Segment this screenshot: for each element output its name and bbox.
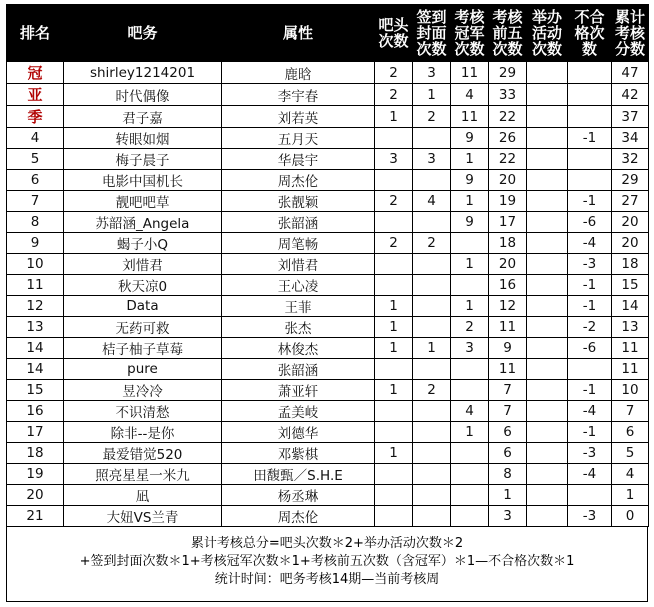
table-row: [7, 170, 649, 191]
champion-cell: 3: [451, 338, 489, 359]
header-rank: 排名: [7, 5, 64, 62]
champion-cell: 1: [451, 191, 489, 212]
champion-cell: 11: [451, 62, 489, 84]
top5-cell: 7: [489, 401, 527, 422]
moderator-cell: 昱冷冷: [64, 380, 222, 401]
table-row: [7, 296, 649, 317]
score-cell: 13: [612, 317, 649, 338]
moderator-cell: shirley1214201: [64, 62, 222, 84]
score-cell: 27: [612, 191, 649, 212]
score-cell: 32: [612, 149, 649, 170]
signin-cover-cell: [413, 296, 451, 317]
signin-cover-cell: [413, 506, 451, 527]
top5-cell: 22: [489, 106, 527, 128]
moderator-cell: 梅子晨子: [64, 149, 222, 170]
rank-cell: 18: [7, 443, 64, 464]
event-cell: [527, 212, 568, 233]
lead-count-cell: 2: [375, 233, 413, 254]
champion-cell: [451, 485, 489, 506]
score-cell: 20: [612, 233, 649, 254]
rank-cell: 6: [7, 170, 64, 191]
moderator-cell: 苏韶涵_Angela: [64, 212, 222, 233]
event-cell: [527, 506, 568, 527]
fail-cell: -4: [568, 233, 612, 254]
moderator-cell: 照亮星星一米九: [64, 464, 222, 485]
lead-count-cell: [375, 359, 413, 380]
event-cell: [527, 128, 568, 149]
rank-cell: 11: [7, 275, 64, 296]
event-cell: [527, 254, 568, 275]
signin-cover-cell: [413, 485, 451, 506]
fail-cell: -4: [568, 401, 612, 422]
rank-cell: 15: [7, 380, 64, 401]
lead-count-cell: [375, 485, 413, 506]
event-cell: [527, 485, 568, 506]
event-cell: [527, 296, 568, 317]
fail-cell: -3: [568, 443, 612, 464]
top5-cell: 6: [489, 422, 527, 443]
champion-cell: [451, 464, 489, 485]
event-cell: [527, 275, 568, 296]
lead-count-cell: 1: [375, 443, 413, 464]
champion-cell: 1: [451, 149, 489, 170]
score-cell: 7: [612, 401, 649, 422]
rank-cell: 16: [7, 401, 64, 422]
stat-period-line: 统计时间：吧务考核14期—当前考核周: [214, 572, 440, 587]
moderator-cell: 凪: [64, 485, 222, 506]
top5-cell: 9: [489, 338, 527, 359]
event-cell: [527, 359, 568, 380]
signin-cover-cell: 2: [413, 106, 451, 128]
signin-cover-cell: [413, 359, 451, 380]
lead-count-cell: 2: [375, 84, 413, 106]
rank-cell: 8: [7, 212, 64, 233]
champion-cell: 11: [451, 106, 489, 128]
lead-count-cell: 1: [375, 106, 413, 128]
moderator-cell: 时代偶像: [64, 84, 222, 106]
signin-cover-cell: 1: [413, 84, 451, 106]
signin-cover-cell: [413, 401, 451, 422]
lead-count-cell: [375, 128, 413, 149]
score-cell: 18: [612, 254, 649, 275]
attribute-cell: 张韶涵: [222, 212, 375, 233]
event-cell: [527, 170, 568, 191]
moderator-cell: Data: [64, 296, 222, 317]
score-cell: 11: [612, 338, 649, 359]
fail-cell: -1: [568, 275, 612, 296]
moderator-cell: 转眼如烟: [64, 128, 222, 149]
attribute-cell: 刘若英: [222, 106, 375, 128]
table-row: [7, 212, 649, 233]
champion-cell: 1: [451, 296, 489, 317]
top5-cell: 18: [489, 233, 527, 254]
rank-cell: 10: [7, 254, 64, 275]
top5-cell: 6: [489, 443, 527, 464]
attribute-cell: 林俊杰: [222, 338, 375, 359]
score-cell: 1: [612, 485, 649, 506]
table-row: [7, 359, 649, 380]
attribute-cell: 张杰: [222, 317, 375, 338]
event-cell: [527, 233, 568, 254]
event-cell: [527, 106, 568, 128]
signin-cover-cell: [413, 275, 451, 296]
header-lead-count: 吧头 次数: [375, 5, 413, 62]
fail-cell: -6: [568, 212, 612, 233]
event-cell: [527, 380, 568, 401]
event-cell: [527, 401, 568, 422]
score-cell: 29: [612, 170, 649, 191]
champion-cell: [451, 275, 489, 296]
formula-line-2: +签到封面次数＊1+考核冠军次数＊1+考核前五次数（含冠军）＊1—不合格次数＊1: [79, 554, 575, 569]
fail-cell: [568, 106, 612, 128]
score-cell: 11: [612, 359, 649, 380]
header-signin-cover-count: 签到 封面 次数: [413, 5, 451, 62]
table-row: [7, 233, 649, 254]
lead-count-cell: [375, 212, 413, 233]
lead-count-cell: 1: [375, 296, 413, 317]
champion-cell: [451, 443, 489, 464]
event-cell: [527, 443, 568, 464]
rank-cell: 冠: [7, 62, 64, 84]
signin-cover-cell: 2: [413, 233, 451, 254]
signin-cover-cell: 3: [413, 62, 451, 84]
moderator-cell: 刘惜君: [64, 254, 222, 275]
signin-cover-cell: [413, 422, 451, 443]
fail-cell: -3: [568, 254, 612, 275]
attribute-cell: 五月天: [222, 128, 375, 149]
signin-cover-cell: 1: [413, 338, 451, 359]
rank-cell: 14: [7, 338, 64, 359]
table-row: [7, 422, 649, 443]
signin-cover-cell: [413, 254, 451, 275]
score-cell: 10: [612, 380, 649, 401]
fail-cell: -1: [568, 296, 612, 317]
top5-cell: 22: [489, 149, 527, 170]
champion-cell: 9: [451, 170, 489, 191]
lead-count-cell: 1: [375, 338, 413, 359]
event-cell: [527, 149, 568, 170]
rank-cell: 19: [7, 464, 64, 485]
signin-cover-cell: 2: [413, 380, 451, 401]
score-cell: 14: [612, 296, 649, 317]
table-row: [7, 443, 649, 464]
header-event-count: 举办 活动 次数: [527, 5, 568, 62]
champion-cell: 9: [451, 128, 489, 149]
score-cell: 47: [612, 62, 649, 84]
top5-cell: 20: [489, 254, 527, 275]
lead-count-cell: [375, 254, 413, 275]
rank-cell: 13: [7, 317, 64, 338]
score-cell: 20: [612, 212, 649, 233]
top5-cell: 11: [489, 359, 527, 380]
table-row: [7, 275, 649, 296]
attribute-cell: 华晨宇: [222, 149, 375, 170]
attribute-cell: 邓紫棋: [222, 443, 375, 464]
top5-cell: 8: [489, 464, 527, 485]
lead-count-cell: [375, 275, 413, 296]
fail-cell: [568, 84, 612, 106]
champion-cell: 4: [451, 84, 489, 106]
top5-cell: 1: [489, 485, 527, 506]
signin-cover-cell: [413, 212, 451, 233]
moderator-cell: 不识清愁: [64, 401, 222, 422]
rank-cell: 21: [7, 506, 64, 527]
attribute-cell: 杨丞琳: [222, 485, 375, 506]
rank-cell: 亚: [7, 84, 64, 106]
table-row: [7, 338, 649, 359]
fail-cell: -4: [568, 464, 612, 485]
table-row: [7, 317, 649, 338]
table-header-row: [7, 5, 649, 62]
table-row: [7, 106, 649, 128]
top5-cell: 20: [489, 170, 527, 191]
moderator-cell: 桔子柚子草莓: [64, 338, 222, 359]
rank-cell: 17: [7, 422, 64, 443]
attribute-cell: 周笔畅: [222, 233, 375, 254]
lead-count-cell: [375, 170, 413, 191]
champion-cell: 1: [451, 422, 489, 443]
score-cell: 6: [612, 422, 649, 443]
attribute-cell: 周杰伦: [222, 506, 375, 527]
signin-cover-cell: [413, 443, 451, 464]
rank-cell: 12: [7, 296, 64, 317]
fail-cell: [568, 149, 612, 170]
formula-line-1: 累计考核总分=吧头次数＊2+举办活动次数＊2: [190, 536, 464, 551]
score-cell: 4: [612, 464, 649, 485]
table-row: [7, 149, 649, 170]
attribute-cell: 萧亚轩: [222, 380, 375, 401]
lead-count-cell: 2: [375, 62, 413, 84]
fail-cell: -3: [568, 506, 612, 527]
table-row: [7, 191, 649, 212]
champion-cell: [451, 359, 489, 380]
top5-cell: 12: [489, 296, 527, 317]
lead-count-cell: [375, 464, 413, 485]
moderator-cell: 靓吧吧草: [64, 191, 222, 212]
ranking-table-container: [6, 4, 648, 602]
top5-cell: 26: [489, 128, 527, 149]
signin-cover-cell: [413, 170, 451, 191]
fail-cell: [568, 359, 612, 380]
score-cell: 42: [612, 84, 649, 106]
header-total-score: 累计 考核 分数: [612, 5, 649, 62]
event-cell: [527, 338, 568, 359]
attribute-cell: 周杰伦: [222, 170, 375, 191]
top5-cell: 11: [489, 317, 527, 338]
fail-cell: -1: [568, 128, 612, 149]
top5-cell: 33: [489, 84, 527, 106]
attribute-cell: 鹿晗: [222, 62, 375, 84]
table-row: [7, 506, 649, 527]
rank-cell: 4: [7, 128, 64, 149]
top5-cell: 16: [489, 275, 527, 296]
score-cell: 34: [612, 128, 649, 149]
attribute-cell: 刘德华: [222, 422, 375, 443]
event-cell: [527, 464, 568, 485]
attribute-cell: 王菲: [222, 296, 375, 317]
score-cell: 0: [612, 506, 649, 527]
attribute-cell: 李宇春: [222, 84, 375, 106]
score-cell: 15: [612, 275, 649, 296]
top5-cell: 3: [489, 506, 527, 527]
rank-cell: 14: [7, 359, 64, 380]
champion-cell: [451, 380, 489, 401]
header-top5-count: 考核 前五 次数: [489, 5, 527, 62]
event-cell: [527, 317, 568, 338]
moderator-cell: pure: [64, 359, 222, 380]
score-cell: 37: [612, 106, 649, 128]
attribute-cell: 王心凌: [222, 275, 375, 296]
event-cell: [527, 84, 568, 106]
attribute-cell: 田馥甄／S.H.E: [222, 464, 375, 485]
score-cell: 5: [612, 443, 649, 464]
fail-cell: [568, 485, 612, 506]
top5-cell: 29: [489, 62, 527, 84]
moderator-cell: 电影中国机长: [64, 170, 222, 191]
event-cell: [527, 191, 568, 212]
top5-cell: 17: [489, 212, 527, 233]
attribute-cell: 张韶涵: [222, 359, 375, 380]
rank-cell: 9: [7, 233, 64, 254]
header-attribute: 属性: [222, 5, 375, 62]
fail-cell: [568, 62, 612, 84]
table-row: [7, 401, 649, 422]
champion-cell: [451, 506, 489, 527]
signin-cover-cell: 3: [413, 149, 451, 170]
lead-count-cell: 2: [375, 191, 413, 212]
lead-count-cell: 1: [375, 317, 413, 338]
signin-cover-cell: [413, 128, 451, 149]
rank-cell: 20: [7, 485, 64, 506]
header-champion-count: 考核 冠军 次数: [451, 5, 489, 62]
moderator-cell: 蝎子小Q: [64, 233, 222, 254]
signin-cover-cell: [413, 464, 451, 485]
table-row: [7, 62, 649, 84]
attribute-cell: 张靓颖: [222, 191, 375, 212]
table-row: [7, 464, 649, 485]
attribute-cell: 孟美岐: [222, 401, 375, 422]
champion-cell: [451, 233, 489, 254]
champion-cell: 2: [451, 317, 489, 338]
lead-count-cell: [375, 401, 413, 422]
table-row: [7, 380, 649, 401]
fail-cell: -1: [568, 191, 612, 212]
lead-count-cell: [375, 506, 413, 527]
top5-cell: 7: [489, 380, 527, 401]
fail-cell: -1: [568, 422, 612, 443]
table-row: [7, 254, 649, 275]
fail-cell: [568, 170, 612, 191]
moderator-cell: 无药可救: [64, 317, 222, 338]
champion-cell: 1: [451, 254, 489, 275]
event-cell: [527, 422, 568, 443]
moderator-cell: 大妞VS兰青: [64, 506, 222, 527]
table-body: [7, 62, 649, 527]
table-row: [7, 84, 649, 106]
fail-cell: -1: [568, 380, 612, 401]
scoring-note: [6, 527, 648, 602]
rank-cell: 5: [7, 149, 64, 170]
lead-count-cell: 3: [375, 149, 413, 170]
moderator-cell: 君子嘉: [64, 106, 222, 128]
table-row: [7, 128, 649, 149]
ranking-table: [6, 4, 649, 527]
champion-cell: 9: [451, 212, 489, 233]
signin-cover-cell: 4: [413, 191, 451, 212]
moderator-cell: 秋天凉0: [64, 275, 222, 296]
lead-count-cell: 1: [375, 380, 413, 401]
event-cell: [527, 62, 568, 84]
signin-cover-cell: [413, 317, 451, 338]
attribute-cell: 刘惜君: [222, 254, 375, 275]
table-row: [7, 485, 649, 506]
header-fail-count: 不合 格次 数: [568, 5, 612, 62]
moderator-cell: 除非--是你: [64, 422, 222, 443]
moderator-cell: 最爱错觉520: [64, 443, 222, 464]
top5-cell: 19: [489, 191, 527, 212]
fail-cell: -2: [568, 317, 612, 338]
champion-cell: 4: [451, 401, 489, 422]
rank-cell: 7: [7, 191, 64, 212]
rank-cell: 季: [7, 106, 64, 128]
header-moderator: 吧务: [64, 5, 222, 62]
lead-count-cell: [375, 422, 413, 443]
fail-cell: -6: [568, 338, 612, 359]
